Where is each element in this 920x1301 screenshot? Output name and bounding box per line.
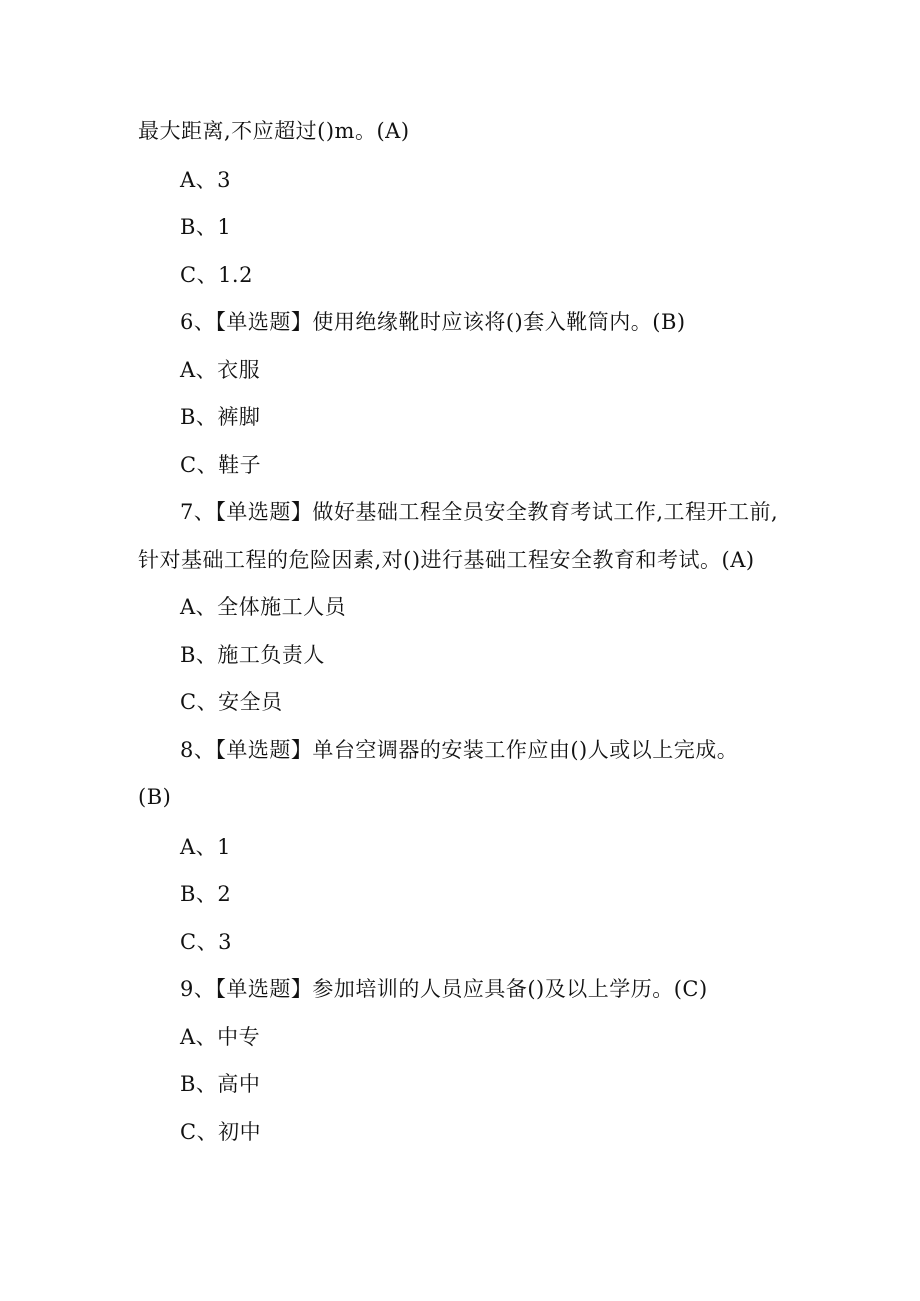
question-8: 8、【单选题】单台空调器的安装工作应由()人或以上完成。 [180,738,739,762]
q9-option-c: C、初中 [180,1120,262,1144]
question-7-continuation: 针对基础工程的危险因素,对()进行基础工程安全教育和考试。(A) [138,548,755,572]
q9-option-b: B、高中 [180,1072,261,1096]
question-7: 7、【单选题】做好基础工程全员安全教育考试工作,工程开工前, [180,500,779,524]
q5-option-a: A、3 [180,168,232,192]
q8-option-c: C、3 [180,930,232,954]
q7-option-b: B、施工负责人 [180,643,325,667]
q8-option-a: A、1 [180,835,232,859]
q8-option-b: B、2 [180,882,232,906]
q5-option-b: B、1 [180,215,232,239]
question-8-continuation: (B) [138,785,172,809]
q9-option-a: A、中专 [180,1025,261,1049]
question-5-continuation: 最大距离,不应超过()m。(A) [138,119,410,143]
question-9: 9、【单选题】参加培训的人员应具备()及以上学历。(C) [180,977,708,1001]
q6-option-b: B、裤脚 [180,405,261,429]
q5-option-c: C、1.2 [180,263,253,287]
q6-option-c: C、鞋子 [180,453,262,477]
question-6: 6、【单选题】使用绝缘靴时应该将()套入靴筒内。(B) [180,310,686,334]
q7-option-c: C、安全员 [180,690,283,714]
q6-option-a: A、衣服 [180,358,261,382]
q7-option-a: A、全体施工人员 [180,595,347,619]
